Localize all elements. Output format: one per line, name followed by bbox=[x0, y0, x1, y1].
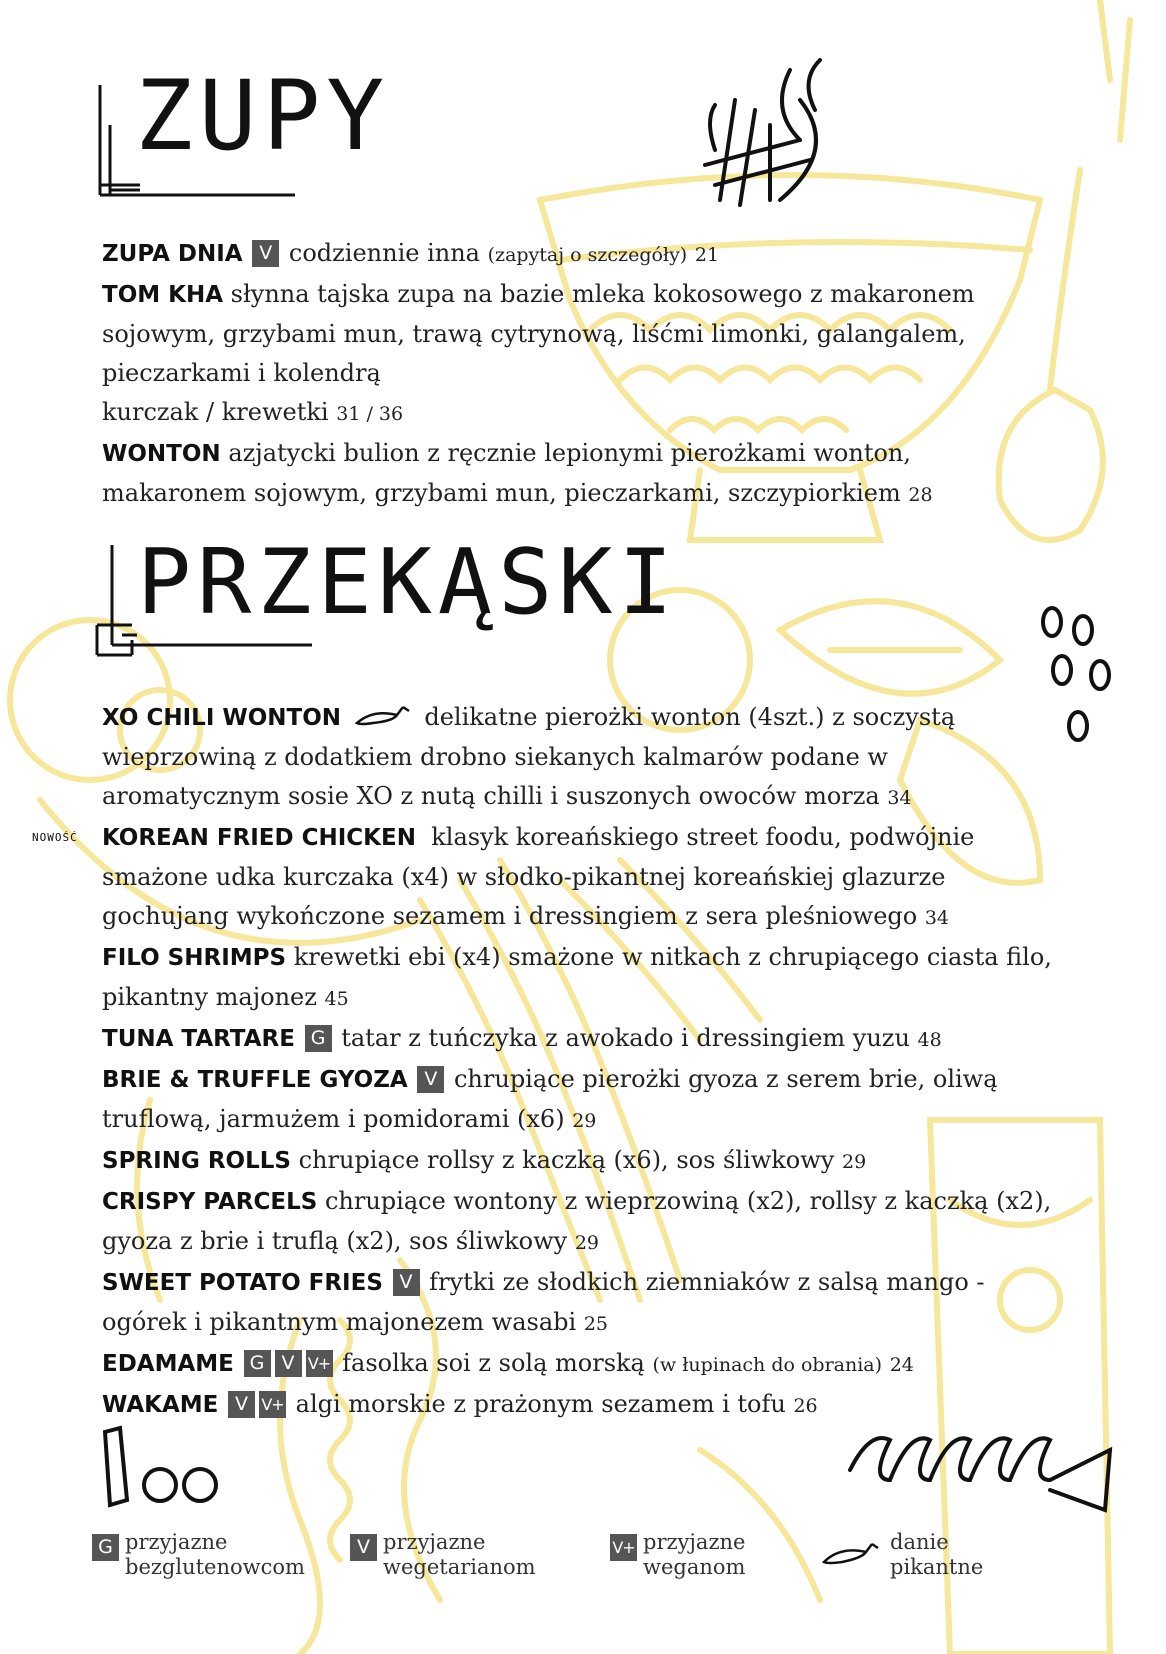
item-name: WONTON bbox=[102, 441, 221, 467]
chili-pepper-icon bbox=[353, 701, 413, 729]
legend-text: przyjazne wegetarianom bbox=[383, 1530, 536, 1579]
vegetarian-badge-icon: V bbox=[275, 1350, 302, 1377]
legend bbox=[90, 1530, 1090, 1600]
item-name: KOREAN FRIED CHICKEN bbox=[102, 825, 416, 851]
item-options: kurczak / krewetki bbox=[102, 398, 329, 426]
item-name: BRIE & TRUFFLE GYOZA bbox=[102, 1067, 408, 1093]
item-description: słynna tajska zupa na bazie mleka kokosowego z makaronem sojowym, grzybami mun, trawą cytrynową, liśćmi limonki, galangalem, pieczarkami i kolendrą bbox=[102, 280, 975, 387]
vegan-badge-icon: V+ bbox=[610, 1534, 637, 1561]
menu-item-crispy-parcels bbox=[102, 1182, 1062, 1263]
legend-spicy bbox=[820, 1530, 990, 1580]
item-price: 25 bbox=[583, 1313, 609, 1335]
legend-vegan bbox=[608, 1530, 753, 1580]
menu-item-korean-fried-chicken bbox=[32, 818, 1062, 938]
item-name: EDAMAME bbox=[102, 1351, 234, 1377]
steam-icon bbox=[705, 70, 816, 205]
item-name: XO CHILI WONTON bbox=[102, 705, 342, 731]
item-price: 45 bbox=[324, 988, 349, 1010]
menu-item-edamame bbox=[102, 1344, 1062, 1385]
section-header-zupy bbox=[95, 60, 595, 205]
item-name: CRISPY PARCELS bbox=[102, 1189, 318, 1215]
item-name: TOM KHA bbox=[102, 282, 224, 308]
item-price: 34 bbox=[887, 787, 912, 809]
item-price: 48 bbox=[917, 1029, 942, 1051]
section-title: ZUPY bbox=[135, 60, 391, 172]
vegetarian-badge-icon: V bbox=[393, 1269, 420, 1296]
appetizers-list bbox=[32, 698, 1062, 1426]
menu-item-tom-kha bbox=[102, 275, 1062, 434]
item-price: 24 bbox=[889, 1354, 914, 1376]
legend-vegetarian bbox=[348, 1530, 543, 1580]
item-name: SPRING ROLLS bbox=[102, 1148, 291, 1174]
item-price: 29 bbox=[572, 1110, 597, 1132]
menu-item-wonton bbox=[102, 434, 1062, 515]
vegan-badge-icon: V+ bbox=[259, 1391, 286, 1418]
gluten-free-badge-icon: G bbox=[244, 1350, 271, 1377]
item-description: azjatycki bulion z ręcznie lepionymi pierożkami wonton, makaronem sojowym, grzybami mun, pieczarkami, szczypiorkiem bbox=[102, 439, 912, 507]
vegetarian-badge-icon: V bbox=[350, 1534, 377, 1561]
legend-text: danie pikantne bbox=[890, 1530, 984, 1579]
item-price: 34 bbox=[924, 907, 950, 929]
item-price: 26 bbox=[793, 1395, 818, 1417]
item-description: chrupiące rollsy z kaczką (x6), sos śliwkowy bbox=[298, 1146, 835, 1174]
item-note: (w łupinach do obrania) bbox=[652, 1354, 883, 1376]
chili-pepper-icon bbox=[820, 1536, 884, 1568]
legend-text: przyjazne bezglutenowcom bbox=[125, 1530, 305, 1579]
gluten-free-badge-icon: G bbox=[305, 1025, 332, 1052]
item-description: fasolka soi z solą morską bbox=[342, 1349, 645, 1377]
item-name: WAKAME bbox=[102, 1392, 219, 1418]
item-price: 29 bbox=[841, 1151, 867, 1173]
vegetarian-badge-icon: V bbox=[252, 240, 279, 267]
item-name: FILO SHRIMPS bbox=[102, 945, 287, 971]
menu-item-zupa-dnia bbox=[102, 234, 1062, 275]
menu-item-sweet-potato-fries bbox=[102, 1263, 1062, 1344]
item-description: krewetki ebi (x4) smażone w nitkach z chrupiącego ciasta filo, pikantny majonez bbox=[102, 943, 1052, 1011]
item-description: tatar z tuńczyka z awokado i dressingiem yuzu bbox=[341, 1024, 910, 1052]
menu-item-xo-chili-wonton bbox=[102, 698, 1062, 818]
item-price: 29 bbox=[574, 1232, 600, 1254]
item-description: algi morskie z prażonym sezamem i tofu bbox=[295, 1390, 786, 1418]
menu-item-filo-shrimps bbox=[102, 938, 1062, 1019]
item-description: chrupiące wontony z wieprzowiną (x2), rollsy z kaczką (x2), gyoza z brie i truflą (x2), sos śliwkowy bbox=[102, 1187, 1052, 1255]
item-description: klasyk koreańskiego street foodu, podwójnie smażone udka kurczaka (x4) w słodko-pikantnej koreańskiej glazurze gochujang wykończone sezamem i dressingiem z sera pleśniowego bbox=[102, 823, 975, 930]
item-note: (zapytaj o szczegóły) bbox=[487, 244, 688, 266]
item-price: 21 bbox=[694, 244, 720, 266]
section-title: PRZEKĄSKI bbox=[137, 530, 679, 635]
menu-item-spring-rolls bbox=[102, 1141, 1062, 1182]
vegetarian-badge-icon: V bbox=[228, 1391, 255, 1418]
item-name: TUNA TARTARE bbox=[102, 1026, 295, 1052]
menu-item-wakame bbox=[102, 1385, 1062, 1426]
item-description: delikatne pierożki wonton (4szt.) z soczystą wieprzowiną z dodatkiem drobno siekanych kalmarów podane w aromatycznym sosie XO z nutą chilli i suszonych owoców morza bbox=[102, 703, 956, 810]
vegetarian-badge-icon: V bbox=[417, 1066, 444, 1093]
whisk-icon bbox=[850, 1438, 1110, 1510]
item-name: ZUPA DNIA bbox=[102, 241, 243, 267]
gluten-free-badge-icon: G bbox=[92, 1534, 119, 1561]
legend-gluten-free bbox=[90, 1530, 305, 1580]
new-label: NOWOŚĆ bbox=[32, 831, 78, 844]
section-header-przekaski bbox=[92, 530, 892, 665]
item-name: SWEET POTATO FRIES bbox=[102, 1270, 383, 1296]
item-price: 28 bbox=[908, 484, 933, 506]
item-description: frytki ze słodkich ziemniaków z salsą mango - ogórek i pikantnym majonezem wasabi bbox=[102, 1268, 985, 1336]
menu-item-tuna-tartare bbox=[102, 1019, 1062, 1060]
item-price: 31 / 36 bbox=[336, 403, 404, 425]
item-description: codziennie inna bbox=[288, 239, 480, 267]
soups-list bbox=[102, 234, 1062, 515]
menu-item-brie-truffle-gyoza bbox=[102, 1060, 1062, 1141]
legend-text: przyjazne weganom bbox=[643, 1530, 746, 1579]
item-description: chrupiące pierożki gyoza z serem brie, oliwą truflową, jarmużem i pomidorami (x6) bbox=[102, 1065, 998, 1133]
vegan-badge-icon: V+ bbox=[306, 1350, 333, 1377]
